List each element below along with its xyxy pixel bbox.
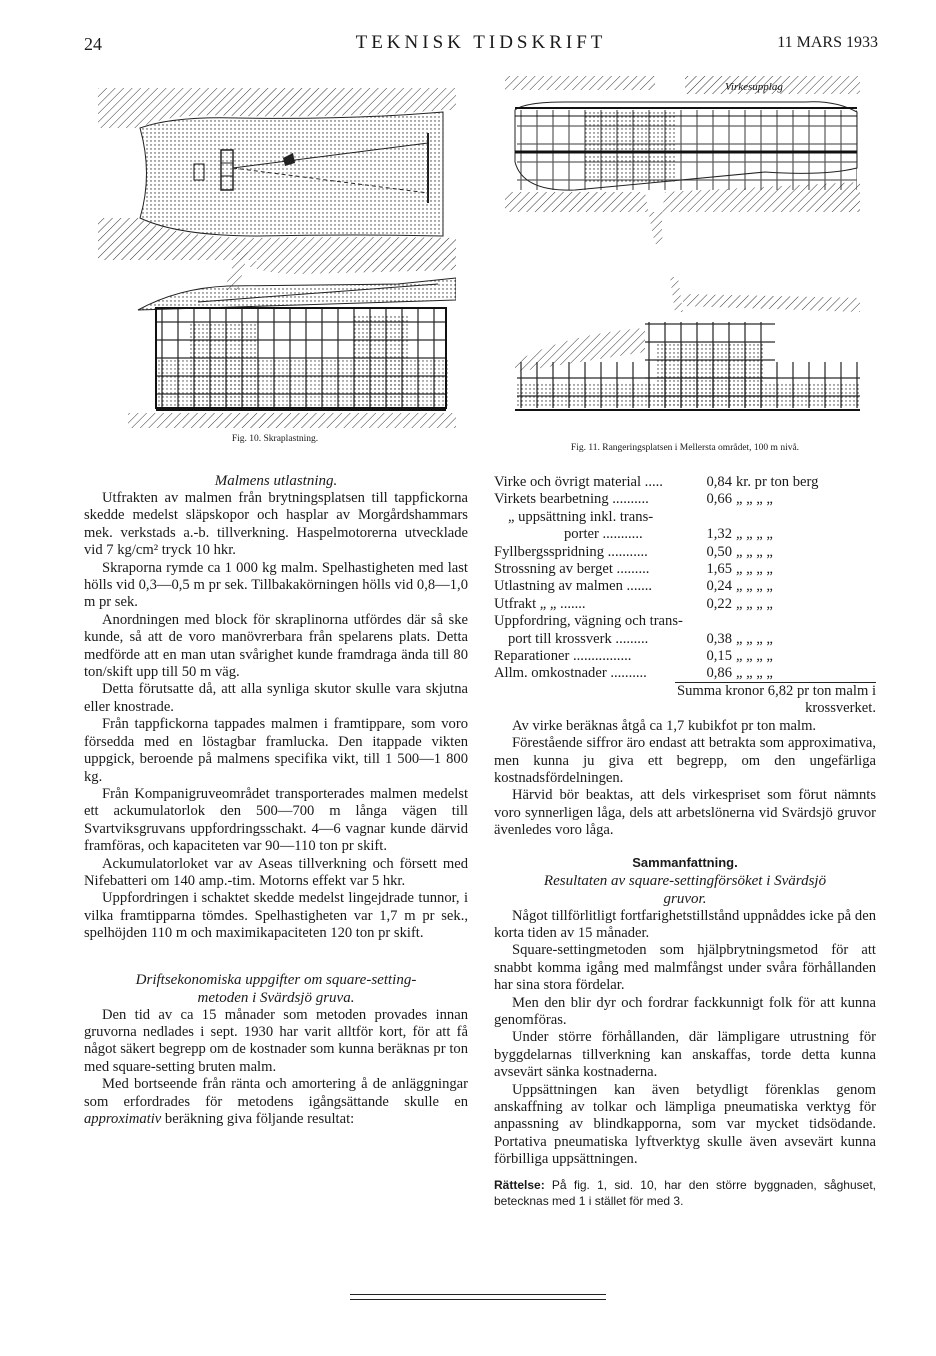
cost-unit [732,509,876,526]
cost-row [494,631,876,648]
paragraph: Skraporna rymde ca 1 000 kg malm. Spelhastigheten med last hölls vid 0,3—0,5 m pr sek. Tillbakakörningen hölls vid 0,8—1,0 m pr sek. [84,559,468,611]
bottom-rule [350,1294,606,1300]
cost-label: Strossning av berget ......... [494,561,650,578]
cost-unit: „ „ „ „ [736,595,773,612]
cost-label: Virke och övrigt material ..... [494,474,663,490]
cost-sum [494,683,876,718]
text-span: Med bortseende från ränta och amortering å de anläggningar som erfordrades för metodens igångsättande skulle en [84,1076,468,1110]
cost-row [494,665,876,682]
cost-row [494,544,876,561]
cost-value: 0,84 [706,474,732,490]
paragraph: Under större förhållanden, där lämpligare utrustning för byggdelarnas tillverkning kan anskaffas, torde detta kunna avsevärt sänka kostnaderna. [494,1029,876,1081]
section-heading-malmens-utlastning: Malmens utlastning. [214,473,338,489]
cost-value [698,613,732,630]
cost-unit: „ „ „ „ [736,561,773,578]
paragraph: Förestående siffror äro endast att betrakta som approximativa, men kunna ju giva ett begrepp, om den ungefärliga kostnadsfördelningen. [494,735,876,786]
cost-label: Uppfordring, vägning och trans- [494,613,683,630]
cost-value: 0,86 [706,665,732,682]
correction-text: På fig. 1, sid. 10, har den större byggnaden, såghuset, betecknas med 1 i stället för med 3. [494,1177,876,1208]
journal-title: TEKNISK TIDSKRIFT [355,32,607,53]
cost-unit: „ „ „ „ [736,526,773,543]
cost-row [494,474,876,491]
figure-10-caption: Fig. 10. Skraplastning. [231,434,319,444]
cost-label: Allm. omkostnader .......... [494,665,647,682]
heading-line-2: metoden i Svärdsjö gruva. [197,989,355,1006]
figure-11-label: Virkesupplag [725,81,783,93]
cost-unit: „ „ „ „ [736,630,773,647]
cost-unit: „ „ „ „ [736,648,773,665]
summary-heading: Sammanfattning. [632,854,738,870]
page-header [84,32,878,58]
sum-line-2: krossverket. [805,700,876,717]
emphasis: approximativ [84,1111,162,1127]
paragraph: Detta förutsatte då, att alla synliga skutor skulle vara skjutna eller knostrade. [84,681,468,715]
cost-unit [732,613,876,630]
cost-row [494,509,876,526]
right-column [494,474,876,1209]
cost-value: 1,65 [706,561,732,578]
correction-note [494,1177,876,1209]
text-span: beräkning giva följande resultat: [161,1111,355,1127]
figure-11-caption: Fig. 11. Rangeringsplatsen i Mellersta området, 100 m nivå. [570,443,800,453]
cost-label: Fyllbergsspridning ........... [494,543,648,560]
cost-label: Virkets bearbetning .......... [494,491,649,508]
paragraph: Men den blir dyr och fordrar fackkunnigt folk för att kunna genomföras. [494,994,876,1028]
cost-row [494,526,876,543]
paragraph: Från tappfickorna tappades malmen i framtippare, som voro försedda med en löstagbar framlucka. Den itappade vikten uppgick, beroende på malmens specifika vikt, till 1 500—1 800 kg. [84,716,468,785]
cost-row [494,613,876,630]
summary-sub-line-2: gruvor. [663,890,707,907]
cost-row [494,561,876,578]
cost-value: 0,22 [706,595,732,612]
cost-value: 0,50 [706,543,732,560]
cost-value: 0,15 [706,648,732,665]
cost-label: Reparationer ................ [494,648,632,665]
cost-label: porter ........... [564,526,643,543]
cost-row [494,596,876,613]
cost-label: „ uppsättning inkl. trans- [508,508,654,525]
paragraph: Den tid av ca 15 månader som metoden provades innan gruvorna nedlades i sept. 1930 har varit alltför kort, för att få något säkert begrepp om de kostnader som kunna beräknas pr ton med square-setting bruten malm. [84,1006,468,1075]
cost-unit: „ „ „ „ [736,578,773,595]
cost-value: 0,38 [706,630,732,647]
paragraph: Ackumulatorloket var av Aseas tillverkning och försett med Nifebatteri om 140 amp.-tim. Motorns effekt var 5 hkr. [84,855,468,889]
cost-unit: „ „ „ „ [736,665,773,682]
cost-row [494,578,876,595]
cost-row [494,648,876,665]
cost-value: 1,32 [706,526,732,543]
cost-value: 0,24 [706,578,732,595]
cost-row [494,491,876,508]
cost-unit: „ „ „ „ [736,543,773,560]
paragraph: Anordningen med block för skraplinorna utfördes där så ske kunde, så att de voro manövrerbara från spelarens plats. Detta medförde att en man utan svårighet kunde framdraga ända till 80 ton/skift upp till 50 m väg. [84,611,468,681]
summary-subheading [494,872,876,908]
paragraph [84,1076,468,1128]
paragraph: Från Kompanigruveområdet transporterades malmen medelst ett ackumulatorlok den 500—700 m långa vägen till Svartviksgruvans uppfordringsschakt. 4—6 vagnar kunde därvid framföras, och kapaciteten var 90—110 ton pr skift. [84,785,468,855]
cost-unit: „ „ „ „ [736,491,773,508]
paragraph: Uppsättningen kan även betydligt förenklas genom anskaffning av tolkar och lämpliga pneumatiska verktyg för anpassning av blindkapporna, som var mycket tidsödande. Portativa pneumatiska lyftverktyg skulle även avsevärt kunna förbilliga uppsättningen. [494,1081,876,1168]
section-heading-driftsekonomiska [84,971,468,1007]
paragraph: Square-settingmetoden som hjälpbrytningsmetod för att snabbt komma igång med malmfångst under svåra förhållanden har sina stora fördelar. [494,942,876,994]
paragraph: Något tillförlitligt fortfarighetstillstånd uppnåddes icke på den korta tiden av 15 månader. [494,907,876,941]
page-number: 24 [84,34,102,54]
paragraph: Utfrakten av malmen från brytningsplatsen till tappfickorna skedde medelst släpskopor och hasplar av Morgårdshammars mek. verkstads a.-b. tillverkning. Haspelmotorerna utvecklade vid 7 kg/cm² tryck 10 hkr. [84,490,468,559]
figure-10-drawing [98,88,456,428]
paragraph: Uppfordringen i schaktet skedde medelst lingejdrade tunnor, i vilka framtipparna tömdes. Spelhastigheten var 1,7 m pr sek., spelhöjden 110 m och maximikapaciteten 120 ton pr skift. [84,890,468,942]
figure-11-drawing [505,72,860,422]
cost-unit: kr. pr ton berg [736,474,819,490]
cost-label: port till krossverk ......... [508,630,649,647]
paragraph: Härvid bör beaktas, att dels virkespriset som förut nämnts voro synnerligen låga, dels att arbetslönerna vid Svärdsjö gruvor ävenledes voro låga. [494,787,876,839]
cost-label: Utfrakt „ „ ....... [494,595,586,612]
cost-table [494,474,876,683]
cost-value: 0,66 [706,491,732,508]
paragraph: Av virke beräknas åtgå ca 1,7 kubikfot pr ton malm. [512,717,817,734]
left-column [84,472,468,1128]
cost-label: Utlastning av malmen ....... [494,578,653,595]
cost-value [698,509,732,526]
heading-line-1: Driftsekonomiska uppgifter om square-setting- [135,971,417,988]
sum-line: Summa kronor 6,82 pr ton malm i [676,682,876,699]
issue-date: 11 MARS 1933 [777,34,878,51]
summary-sub-line-1: Resultaten av square-settingförsöket i Svärdsjö [543,872,827,889]
correction-label: Rättelse: [494,1177,545,1192]
